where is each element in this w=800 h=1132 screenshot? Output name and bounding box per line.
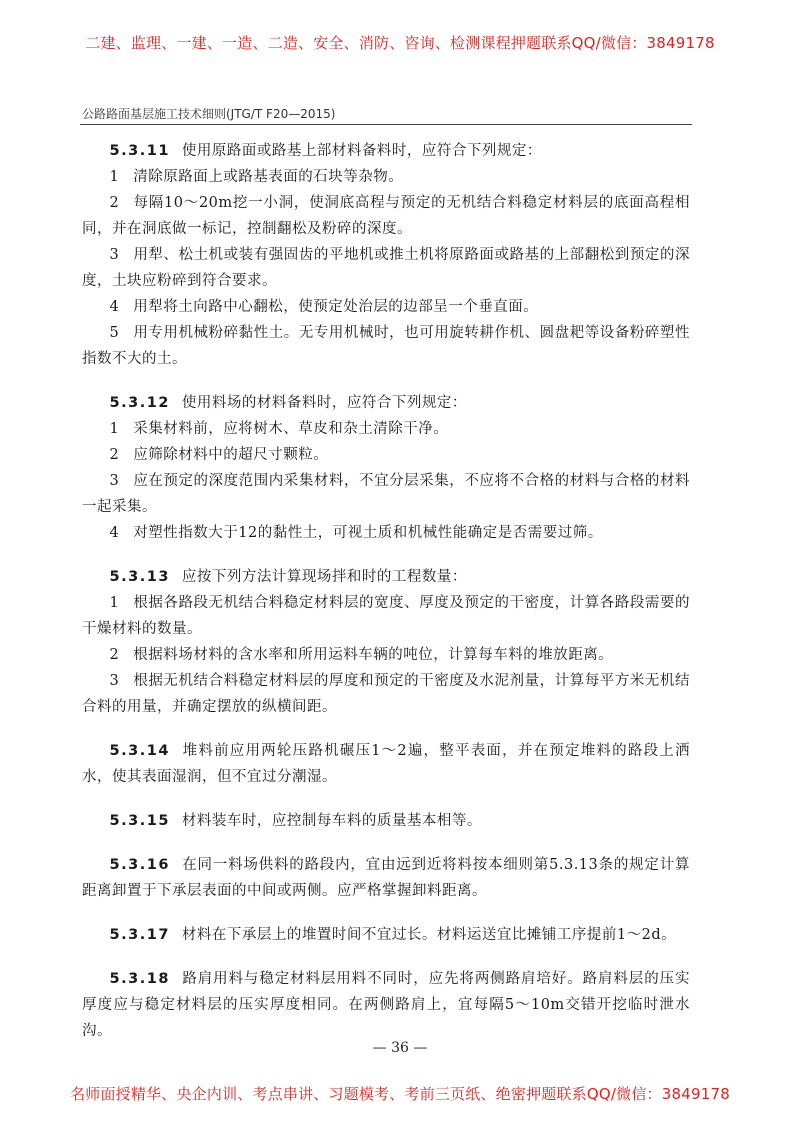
item-number: 2 [109, 195, 120, 211]
clause-item [82, 294, 690, 320]
item-number: 3 [109, 247, 120, 263]
clause-number: 5.3.17 [109, 927, 170, 943]
clause-heading [82, 966, 690, 1044]
header-divider [80, 124, 692, 125]
item-number: 1 [109, 595, 120, 611]
clause-heading [82, 138, 690, 164]
clause-number: 5.3.15 [109, 813, 170, 829]
item-text: 每隔10～20m挖一小洞，使洞底高程与预定的无机结合料稳定材料层的底面高程相同，并在洞底做一标记，控制翻松及粉碎的深度。 [82, 195, 690, 237]
clause-item [82, 442, 690, 468]
clause-5-3-16 [82, 852, 690, 904]
item-text: 用犁将土向路中心翻松，使预定处治层的边部呈一个垂直面。 [133, 299, 539, 315]
clause-5-3-15 [82, 808, 690, 834]
item-text: 根据料场材料的含水率和所用运料车辆的吨位，计算每车料的堆放距离。 [133, 647, 614, 663]
clause-number: 5.3.13 [109, 569, 170, 585]
running-head: 公路路面基层施工技术细则(JTG/T F20—2015) [82, 107, 336, 121]
clause-5-3-17 [82, 922, 690, 948]
clause-heading [82, 808, 690, 834]
page-number: — 36 — [372, 1040, 428, 1056]
clause-5-3-14 [82, 738, 690, 790]
clause-5-3-18 [82, 966, 690, 1044]
clause-number: 5.3.18 [109, 971, 170, 987]
clause-text: 材料装车时，应控制每车料的质量基本相等。 [181, 813, 482, 829]
item-text: 用犁、松土机或装有强固齿的平地机或推土机将原路面或路基的上部翻松到预定的深度，土块应粉碎到符合要求。 [82, 247, 690, 289]
promo-banner-bottom: 名师面授精华、央企内训、考点串讲、习题模考、考前三页纸、绝密押题联系QQ/微信：3849178 [70, 1085, 730, 1103]
clause-text: 使用料场的材料备料时，应符合下列规定： [181, 395, 467, 411]
clause-number: 5.3.14 [109, 743, 170, 759]
clause-number: 5.3.16 [109, 857, 170, 873]
clause-item [82, 164, 690, 190]
clause-item [82, 416, 690, 442]
clause-text: 路肩用料与稳定材料层用料不同时，应先将两侧路肩培好。路肩料层的压实厚度应与稳定材料层的压实厚度相同。在两侧路肩上，宜每隔5～10m交错开挖临时泄水沟。 [82, 971, 690, 1039]
clause-text: 使用原路面或路基上部材料备料时，应符合下列规定： [181, 143, 542, 159]
clause-text: 在同一料场供料的路段内，宜由远到近将料按本细则第5.3.13条的规定计算距离卸置于下承层表面的中间或两侧。应严格掌握卸料距离。 [82, 857, 690, 899]
clause-item [82, 242, 690, 294]
item-number: 5 [109, 325, 120, 341]
clause-text: 应按下列方法计算现场拌和时的工程数量： [181, 569, 467, 585]
clause-text: 材料在下承层上的堆置时间不宜过长。材料运送宜比摊铺工序提前1～2d。 [181, 927, 677, 943]
clause-5-3-13 [82, 564, 690, 720]
clause-number: 5.3.12 [109, 395, 170, 411]
item-number: 4 [109, 525, 120, 541]
clause-heading [82, 922, 690, 948]
promo-banner-top: 二建、监理、一建、一造、二造、安全、消防、咨询、检测课程押题联系QQ/微信：3849178 [85, 34, 715, 52]
item-text: 应筛除材料中的超尺寸颗粒。 [133, 447, 329, 463]
item-text: 用专用机械粉碎黏性土。无专用机械时，也可用旋转耕作机、圆盘耙等设备粉碎塑性指数不大的土。 [82, 325, 690, 367]
clause-item [82, 642, 690, 668]
clause-heading [82, 564, 690, 590]
clause-number: 5.3.11 [109, 143, 170, 159]
item-text: 应在预定的深度范围内采集材料，不宜分层采集，不应将不合格的材料与合格的材料一起采集。 [82, 473, 690, 515]
clause-item [82, 520, 690, 546]
item-text: 根据各路段无机结合料稳定材料层的宽度、厚度及预定的干密度，计算各路段需要的干燥材料的数量。 [82, 595, 690, 637]
clause-5-3-11 [82, 138, 690, 372]
clause-text: 堆料前应用两轮压路机碾压1～2遍，整平表面，并在预定堆料的路段上洒水，使其表面湿润，但不宜过分潮湿。 [82, 743, 690, 785]
clause-item [82, 668, 690, 720]
item-number: 1 [109, 169, 120, 185]
item-number: 3 [109, 473, 120, 489]
clause-5-3-12 [82, 390, 690, 546]
clause-heading [82, 738, 690, 790]
item-number: 4 [109, 299, 120, 315]
clause-item [82, 590, 690, 642]
item-text: 对塑性指数大于12的黏性土，可视土质和机械性能确定是否需要过筛。 [133, 525, 603, 541]
page-body [82, 138, 690, 1062]
item-number: 1 [109, 421, 120, 437]
item-text: 采集材料前，应将树木、草皮和杂土清除干净。 [133, 421, 449, 437]
clause-item [82, 468, 690, 520]
clause-heading [82, 390, 690, 416]
clause-item [82, 320, 690, 372]
item-number: 2 [109, 447, 120, 463]
item-text: 清除原路面上或路基表面的石块等杂物。 [133, 169, 404, 185]
clause-item [82, 190, 690, 242]
clause-heading [82, 852, 690, 904]
item-number: 3 [109, 673, 120, 689]
item-number: 2 [109, 647, 120, 663]
item-text: 根据无机结合料稳定材料层的厚度和预定的干密度及水泥剂量，计算每平方米无机结合料的用量，并确定摆放的纵横间距。 [82, 673, 690, 715]
